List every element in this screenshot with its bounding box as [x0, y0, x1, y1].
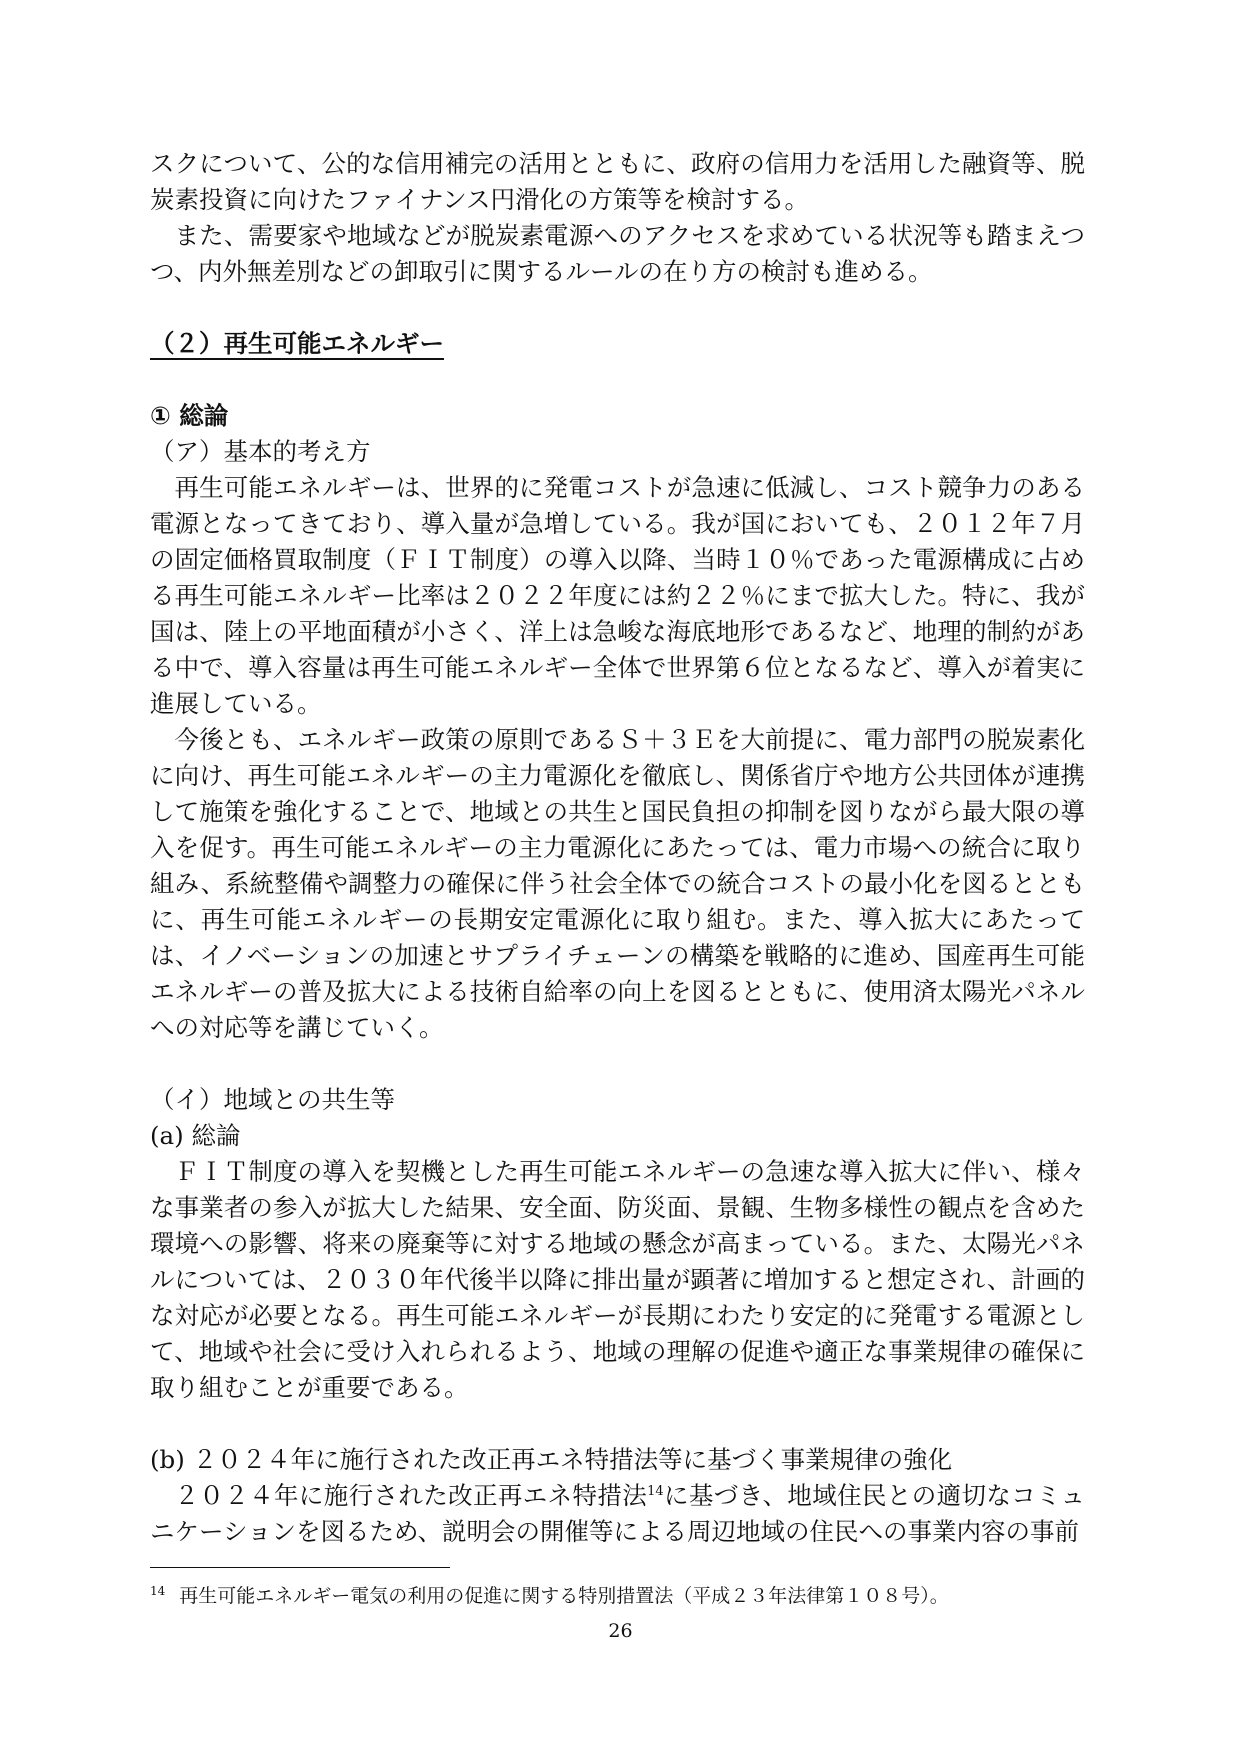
section-heading-text: （２）再生可能エネルギー — [150, 329, 444, 358]
paragraph — [150, 1478, 1085, 1550]
footnote-number: 14 — [150, 1583, 166, 1598]
spacer — [150, 290, 1085, 326]
paragraph-text: ２０２４年に施行された改正再エネ特措法 — [174, 1481, 648, 1510]
footnote-divider — [150, 1567, 450, 1568]
paragraph: 今後とも、エネルギー政策の原則であるＳ＋３Ｅを大前提に、電力部門の脱炭素化に向け、再生可能エネルギーの主力電源化を徹底し、関係省庁や地方公共団体が連携して施策を強化することで、地域との共生と国民負担の抑制を図りながら最大限の導入を促す。再生可能エネルギーの主力電源化にあたっては、電力市場への統合に取り組み、系統整備や調整力の確保に伴う社会全体での統合コストの最小化を図るとともに、再生可能エネルギーの長期安定電源化に取り組む。また、導入拡大にあたっては、イノベーションの加速とサプライチェーンの構築を戦略的に進め、国産再生可能エネルギーの普及拡大による技術自給率の向上を図るとともに、使用済太陽光パネルへの対応等を講じていく。 — [150, 725, 1085, 1042]
section-heading — [150, 326, 1085, 362]
paragraph: 再生可能エネルギーは、世界的に発電コストが急速に低減し、コスト競争力のある電源となってきており、導入量が急増している。我が国においても、２０１２年７月の固定価格買取制度（ＦＩＴ制度）の導入以降、当時１０％であった電源構成に占める再生可能エネルギー比率は２０２２年度には約２２％にまで拡大した。特に、我が国は、陸上の平地面積が小さく、洋上は急峻な海底地形であるなど、地理的制約がある中で、導入容量は再生可能エネルギー全体で世界第６位となるなど、導入が着実に進展している。 — [150, 473, 1085, 718]
footnote-reference[interactable]: 14 — [647, 1483, 664, 1499]
item-heading: （イ）地域との共生等 — [150, 1085, 395, 1114]
sub-item-heading: (b) ２０２４年に施行された改正再エネ特措法等に基づく事業規律の強化 — [150, 1445, 953, 1474]
paragraph: ＦＩＴ制度の導入を契機とした再生可能エネルギーの急速な導入拡大に伴い、様々な事業者の参入が拡大した結果、安全面、防災面、景観、生物多様性の観点を含めた環境への影響、将来の廃棄等に対する地域の懸念が高まっている。また、太陽光パネルについては、２０３０年代後半以降に排出量が顕著に増加すると想定され、計画的な対応が必要となる。再生可能エネルギーが長期にわたり安定的に発電する電源として、地域や社会に受け入れられるよう、地域の理解の促進や適正な事業規律の確保に取り組むことが重要である。 — [150, 1157, 1085, 1402]
subsection-heading: ① 総論 — [150, 401, 229, 430]
paragraph-text: に基づき、地域住民との適切なコミュニケーションを図るため、説明会の開催等による周辺地域の住民への事業内容の事前 — [150, 1481, 1086, 1546]
sub-item-heading: (a) 総論 — [150, 1121, 241, 1150]
footnote — [150, 1582, 1085, 1610]
footnote-text: 再生可能エネルギー電気の利用の促進に関する特別措置法（平成２３年法律第１０８号）。 — [179, 1585, 949, 1607]
paragraph: スクについて、公的な信用補完の活用とともに、政府の信用力を活用した融資等、脱炭素投資に向けたファイナンス円滑化の方策等を検討する。 — [150, 149, 1085, 214]
spacer — [150, 1046, 1085, 1082]
page-number: 26 — [608, 1620, 633, 1642]
spacer — [150, 1406, 1085, 1442]
spacer — [150, 362, 1085, 398]
main-text — [150, 146, 1085, 1550]
paragraph: また、需要家や地域などが脱炭素電源へのアクセスを求めている状況等も踏まえつつ、内外無差別などの卸取引に関するルールの在り方の検討も進める。 — [150, 221, 1085, 286]
item-heading: （ア）基本的考え方 — [150, 437, 371, 466]
